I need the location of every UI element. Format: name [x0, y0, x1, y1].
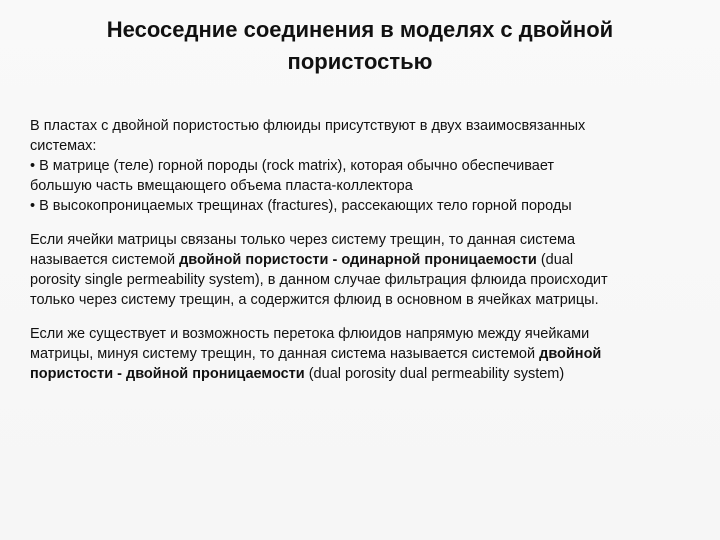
text-line: только через систему трещин, а содержится флюид в основном в ячейках матрицы. — [30, 292, 599, 308]
text-line: Если ячейки матрицы связаны только через систему трещин, то данная система — [30, 232, 576, 248]
text-line: В пластах с двойной пористостью флюиды присутствуют в двух взаимосвязанных — [30, 118, 586, 134]
slide-body — [30, 116, 690, 384]
term-dual-permeability-part2: пористости - двойной проницаемости — [30, 366, 305, 382]
text-line — [30, 344, 690, 364]
text-line: системах: — [30, 138, 97, 154]
paragraph-single-permeability — [30, 230, 690, 310]
text-line — [30, 364, 690, 384]
text-line: porosity single permeability system), в данном случае фильтрация флюида происходит — [30, 272, 608, 288]
term-dual-porosity-single-permeability: двойной пористости - одинарной проницаемости — [179, 252, 537, 268]
title-line-2: пористостью — [287, 49, 433, 74]
text-fragment: (dual porosity dual permeability system) — [304, 366, 565, 382]
term-dual-permeability-part1: двойной — [539, 346, 602, 362]
text-line: Если же существует и возможность перетока флюидов напрямую между ячейками — [30, 326, 590, 342]
bullet-rock-matrix: • В матрице (теле) горной породы (rock matrix), которая обычно обеспечивает — [30, 158, 555, 174]
text-fragment: матрицы, минуя систему трещин, то данная система называется системой — [30, 346, 540, 362]
title-line-1: Несоседние соединения в моделях с двойной — [106, 17, 614, 42]
text-line: большую часть вмещающего объема пласта-коллектора — [30, 178, 413, 194]
text-fragment: (dual — [536, 252, 574, 268]
paragraph-dual-porosity-intro — [30, 116, 690, 216]
text-fragment: называется системой — [30, 252, 180, 268]
paragraph-dual-permeability — [30, 324, 690, 384]
slide-title — [60, 14, 660, 78]
text-line — [30, 250, 690, 270]
bullet-fractures: • В высокопроницаемых трещинах (fractures), рассекающих тело горной породы — [30, 198, 572, 214]
